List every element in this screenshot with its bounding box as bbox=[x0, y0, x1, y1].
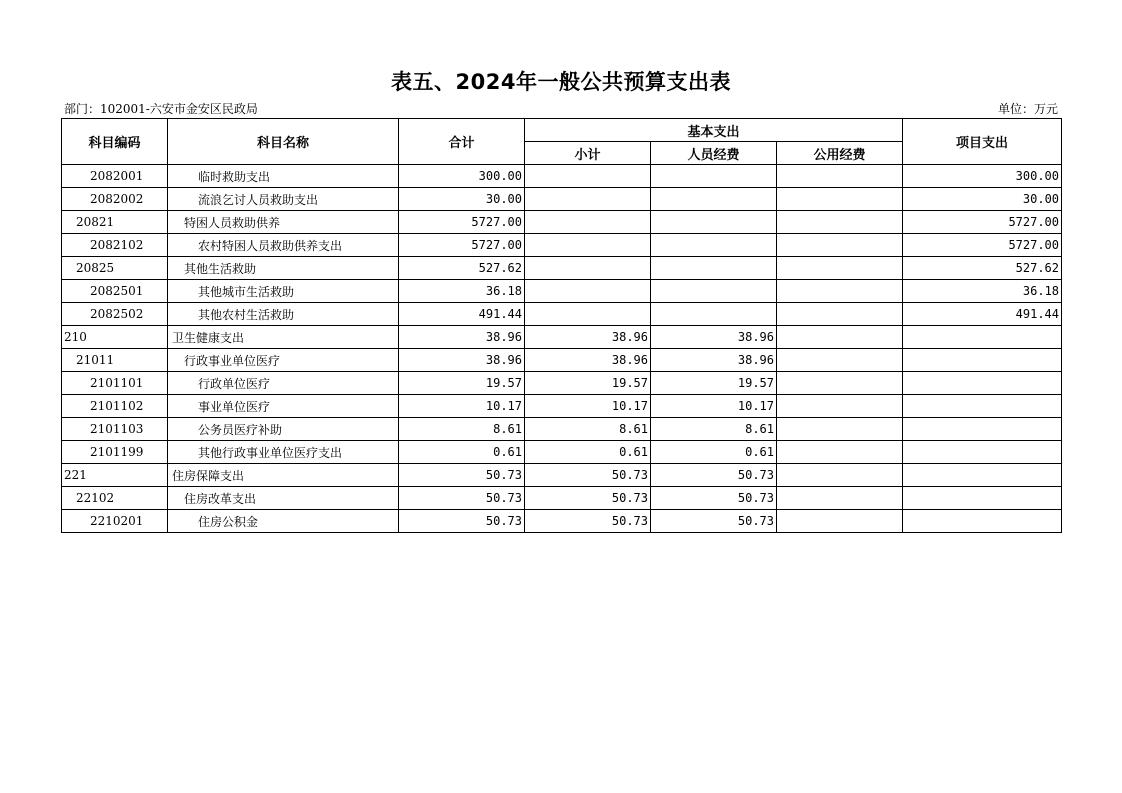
cell-subtotal bbox=[525, 280, 651, 303]
cell-project: 527.62 bbox=[903, 257, 1062, 280]
header-project: 项目支出 bbox=[903, 119, 1062, 165]
cell-total: 491.44 bbox=[399, 303, 525, 326]
cell-personnel: 50.73 bbox=[651, 464, 777, 487]
cell-code: 2101102 bbox=[62, 395, 168, 418]
table-row bbox=[62, 487, 1062, 510]
cell-total: 8.61 bbox=[399, 418, 525, 441]
cell-name: 住房公积金 bbox=[168, 510, 399, 533]
cell-public bbox=[777, 234, 903, 257]
cell-name: 行政单位医疗 bbox=[168, 372, 399, 395]
budget-table bbox=[61, 118, 1062, 533]
cell-code: 2082102 bbox=[62, 234, 168, 257]
cell-personnel bbox=[651, 257, 777, 280]
cell-subtotal: 19.57 bbox=[525, 372, 651, 395]
cell-project: 36.18 bbox=[903, 280, 1062, 303]
cell-public bbox=[777, 510, 903, 533]
cell-subtotal bbox=[525, 188, 651, 211]
table-row bbox=[62, 372, 1062, 395]
cell-subtotal bbox=[525, 211, 651, 234]
cell-code: 2082502 bbox=[62, 303, 168, 326]
table-row bbox=[62, 395, 1062, 418]
cell-project bbox=[903, 349, 1062, 372]
cell-project bbox=[903, 441, 1062, 464]
cell-code: 21011 bbox=[62, 349, 168, 372]
cell-public bbox=[777, 441, 903, 464]
cell-public bbox=[777, 349, 903, 372]
table-row bbox=[62, 510, 1062, 533]
cell-code: 2101103 bbox=[62, 418, 168, 441]
cell-public bbox=[777, 418, 903, 441]
cell-subtotal: 50.73 bbox=[525, 464, 651, 487]
cell-public bbox=[777, 326, 903, 349]
cell-code: 2082001 bbox=[62, 165, 168, 188]
header-total: 合计 bbox=[399, 119, 525, 165]
cell-total: 10.17 bbox=[399, 395, 525, 418]
cell-subtotal bbox=[525, 165, 651, 188]
cell-total: 50.73 bbox=[399, 464, 525, 487]
cell-subtotal: 50.73 bbox=[525, 487, 651, 510]
header-name: 科目名称 bbox=[168, 119, 399, 165]
cell-public bbox=[777, 211, 903, 234]
table-row bbox=[62, 418, 1062, 441]
cell-subtotal: 38.96 bbox=[525, 326, 651, 349]
cell-project bbox=[903, 464, 1062, 487]
cell-code: 20821 bbox=[62, 211, 168, 234]
cell-total: 19.57 bbox=[399, 372, 525, 395]
cell-personnel: 50.73 bbox=[651, 510, 777, 533]
table-row bbox=[62, 303, 1062, 326]
table-row bbox=[62, 165, 1062, 188]
cell-subtotal bbox=[525, 303, 651, 326]
cell-personnel bbox=[651, 303, 777, 326]
table-row bbox=[62, 464, 1062, 487]
cell-public bbox=[777, 188, 903, 211]
cell-project bbox=[903, 372, 1062, 395]
cell-personnel: 38.96 bbox=[651, 326, 777, 349]
cell-name: 卫生健康支出 bbox=[168, 326, 399, 349]
cell-total: 50.73 bbox=[399, 510, 525, 533]
cell-total: 38.96 bbox=[399, 349, 525, 372]
header-subtotal: 小计 bbox=[525, 142, 651, 165]
cell-project: 30.00 bbox=[903, 188, 1062, 211]
unit-label: 单位：万元 bbox=[997, 102, 1058, 116]
cell-total: 300.00 bbox=[399, 165, 525, 188]
header-personnel: 人员经费 bbox=[651, 142, 777, 165]
cell-personnel: 0.61 bbox=[651, 441, 777, 464]
cell-project bbox=[903, 326, 1062, 349]
cell-personnel bbox=[651, 165, 777, 188]
cell-public bbox=[777, 303, 903, 326]
cell-subtotal: 8.61 bbox=[525, 418, 651, 441]
cell-name: 其他行政事业单位医疗支出 bbox=[168, 441, 399, 464]
header-code: 科目编码 bbox=[62, 119, 168, 165]
cell-code: 2082501 bbox=[62, 280, 168, 303]
cell-personnel bbox=[651, 234, 777, 257]
cell-name: 流浪乞讨人员救助支出 bbox=[168, 188, 399, 211]
table-row bbox=[62, 280, 1062, 303]
cell-project: 491.44 bbox=[903, 303, 1062, 326]
cell-name: 其他城市生活救助 bbox=[168, 280, 399, 303]
cell-code: 2101199 bbox=[62, 441, 168, 464]
table-body bbox=[62, 165, 1062, 533]
cell-name: 其他生活救助 bbox=[168, 257, 399, 280]
cell-personnel bbox=[651, 188, 777, 211]
cell-code: 210 bbox=[62, 326, 168, 349]
table-row bbox=[62, 349, 1062, 372]
cell-total: 5727.00 bbox=[399, 234, 525, 257]
cell-subtotal: 0.61 bbox=[525, 441, 651, 464]
cell-personnel: 38.96 bbox=[651, 349, 777, 372]
cell-total: 50.73 bbox=[399, 487, 525, 510]
table-row bbox=[62, 211, 1062, 234]
cell-total: 38.96 bbox=[399, 326, 525, 349]
header-public: 公用经费 bbox=[777, 142, 903, 165]
cell-subtotal bbox=[525, 234, 651, 257]
cell-public bbox=[777, 280, 903, 303]
cell-personnel bbox=[651, 280, 777, 303]
department-label: 部门：102001-六安市金安区民政局 bbox=[64, 102, 258, 116]
cell-project bbox=[903, 487, 1062, 510]
cell-name: 其他农村生活救助 bbox=[168, 303, 399, 326]
cell-subtotal: 38.96 bbox=[525, 349, 651, 372]
cell-public bbox=[777, 464, 903, 487]
cell-name: 特困人员救助供养 bbox=[168, 211, 399, 234]
cell-name: 公务员医疗补助 bbox=[168, 418, 399, 441]
header-basic: 基本支出 bbox=[525, 119, 903, 142]
cell-name: 行政事业单位医疗 bbox=[168, 349, 399, 372]
cell-personnel: 50.73 bbox=[651, 487, 777, 510]
cell-project: 300.00 bbox=[903, 165, 1062, 188]
table-row bbox=[62, 257, 1062, 280]
cell-name: 住房保障支出 bbox=[168, 464, 399, 487]
cell-code: 2101101 bbox=[62, 372, 168, 395]
cell-public bbox=[777, 487, 903, 510]
cell-code: 2082002 bbox=[62, 188, 168, 211]
cell-personnel: 10.17 bbox=[651, 395, 777, 418]
cell-total: 30.00 bbox=[399, 188, 525, 211]
table-row bbox=[62, 234, 1062, 257]
cell-name: 农村特困人员救助供养支出 bbox=[168, 234, 399, 257]
cell-total: 5727.00 bbox=[399, 211, 525, 234]
cell-project bbox=[903, 418, 1062, 441]
table-row bbox=[62, 188, 1062, 211]
cell-public bbox=[777, 165, 903, 188]
cell-project: 5727.00 bbox=[903, 211, 1062, 234]
cell-personnel: 8.61 bbox=[651, 418, 777, 441]
cell-code: 20825 bbox=[62, 257, 168, 280]
cell-subtotal: 10.17 bbox=[525, 395, 651, 418]
cell-public bbox=[777, 395, 903, 418]
cell-total: 36.18 bbox=[399, 280, 525, 303]
table-row bbox=[62, 441, 1062, 464]
cell-code: 221 bbox=[62, 464, 168, 487]
cell-subtotal bbox=[525, 257, 651, 280]
page-title: 表五、2024年一般公共预算支出表 bbox=[391, 70, 731, 94]
cell-name: 事业单位医疗 bbox=[168, 395, 399, 418]
cell-public bbox=[777, 372, 903, 395]
cell-subtotal: 50.73 bbox=[525, 510, 651, 533]
cell-project bbox=[903, 395, 1062, 418]
cell-name: 临时救助支出 bbox=[168, 165, 399, 188]
cell-project: 5727.00 bbox=[903, 234, 1062, 257]
cell-public bbox=[777, 257, 903, 280]
cell-personnel: 19.57 bbox=[651, 372, 777, 395]
cell-total: 527.62 bbox=[399, 257, 525, 280]
cell-code: 22102 bbox=[62, 487, 168, 510]
cell-name: 住房改革支出 bbox=[168, 487, 399, 510]
cell-code: 2210201 bbox=[62, 510, 168, 533]
table-row bbox=[62, 326, 1062, 349]
cell-project bbox=[903, 510, 1062, 533]
cell-personnel bbox=[651, 211, 777, 234]
cell-total: 0.61 bbox=[399, 441, 525, 464]
